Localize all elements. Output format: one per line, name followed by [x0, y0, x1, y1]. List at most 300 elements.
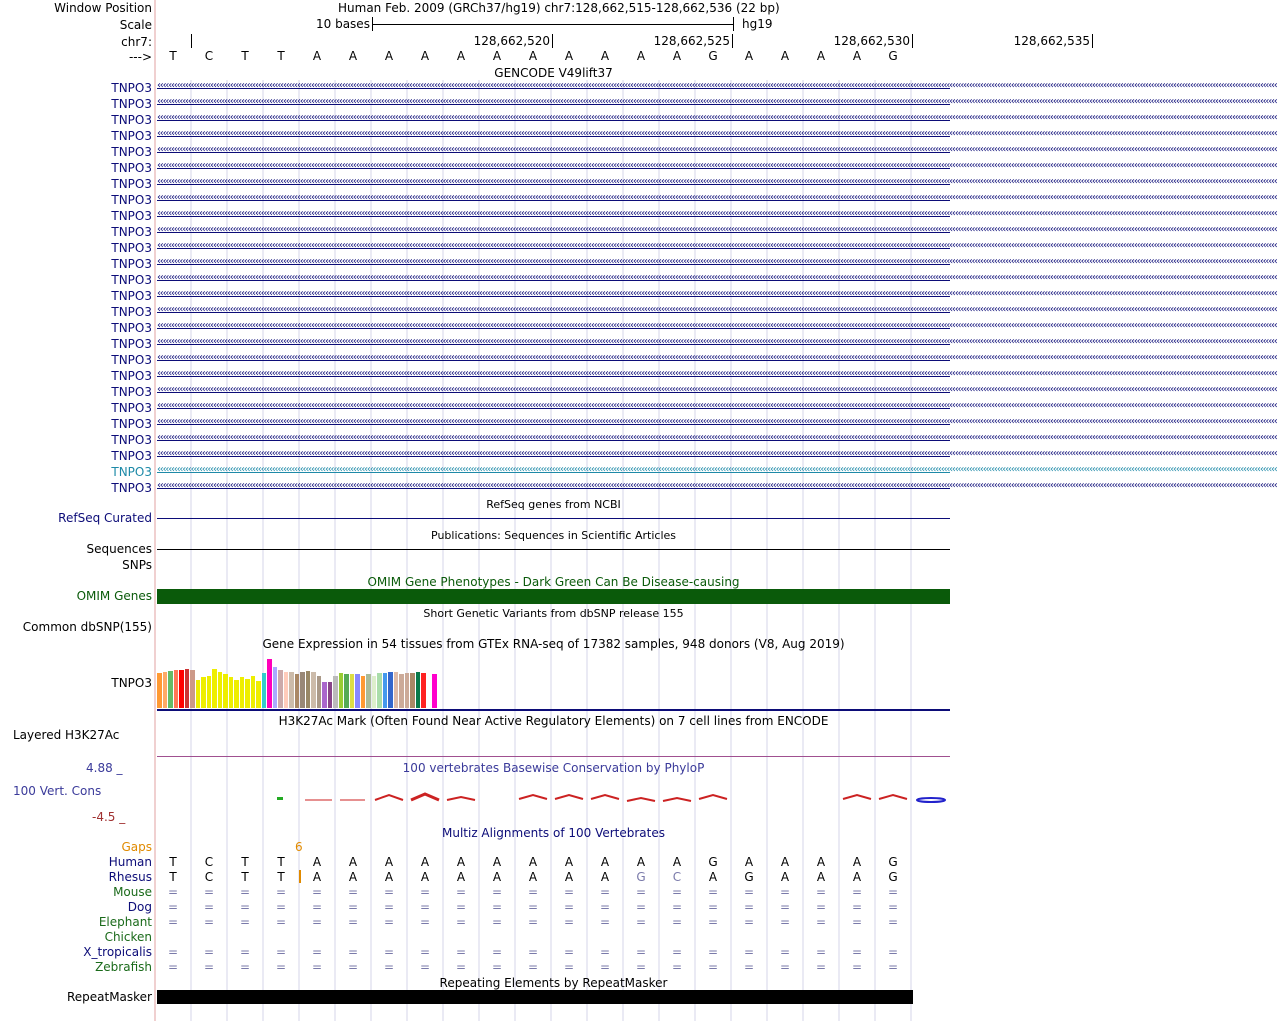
gtex-tissue-bar[interactable]: [157, 673, 162, 708]
sequence-base: A: [312, 49, 322, 63]
aligned-base: =: [383, 960, 395, 974]
strand-arrows: ‹‹‹‹‹‹‹‹‹‹‹‹‹‹‹‹‹‹‹‹‹‹‹‹‹‹‹‹‹‹‹‹‹‹‹‹‹‹‹‹‹‹‹‹‹‹‹‹‹‹‹‹‹‹‹‹‹‹‹‹‹‹‹‹‹‹‹‹‹‹‹‹‹‹‹‹‹‹‹‹‹‹‹‹‹‹‹‹‹‹‹‹‹‹‹‹‹‹‹‹‹‹‹‹‹‹‹‹‹‹‹‹‹‹‹‹‹‹‹‹‹‹‹‹‹‹‹‹‹‹‹‹‹‹‹‹‹‹‹‹‹‹‹‹‹‹‹‹‹‹‹‹‹‹‹‹‹‹‹‹‹‹‹‹‹‹‹‹‹‹‹‹‹‹‹‹‹‹‹‹‹‹‹‹‹‹‹‹‹‹‹‹‹‹‹‹‹‹‹‹‹‹‹‹‹‹‹‹‹‹‹‹‹‹‹‹‹‹‹‹‹‹‹‹‹‹‹‹‹‹‹‹‹‹‹‹‹‹‹‹‹‹‹‹‹‹‹‹‹‹‹‹‹‹‹‹‹‹‹‹‹‹‹‹‹‹‹‹‹‹‹‹‹‹‹‹‹‹‹‹‹‹‹‹‹‹‹‹‹‹‹‹‹‹‹‹‹‹‹‹‹‹‹‹‹‹‹‹‹‹‹‹‹‹‹‹‹‹‹‹‹‹‹‹‹‹‹‹‹‹‹‹‹‹‹‹‹‹‹‹‹‹‹‹‹‹‹‹‹‹‹‹‹‹‹‹‹‹‹‹‹‹‹‹‹‹‹‹‹‹‹‹‹‹‹‹‹‹‹‹‹‹‹‹‹‹‹‹‹‹‹‹‹‹‹‹‹‹‹‹: [157, 288, 1277, 299]
gencode-transcript[interactable]: [157, 368, 1277, 384]
sequence-base: A: [672, 49, 682, 63]
aligned-base: A: [384, 855, 394, 869]
sequence-base: A: [528, 49, 538, 63]
scale-bar: [372, 17, 734, 31]
gencode-transcript[interactable]: [157, 400, 1277, 416]
ruler-start-tick: [191, 34, 192, 48]
aligned-base: =: [239, 900, 251, 914]
aligned-base: =: [779, 960, 791, 974]
aligned-base: =: [455, 900, 467, 914]
gtex-tissue-bar[interactable]: [372, 676, 377, 708]
gtex-tissue-bar[interactable]: [388, 672, 393, 708]
gencode-gene-label[interactable]: TNPO3: [111, 257, 152, 271]
strand-arrows: ‹‹‹‹‹‹‹‹‹‹‹‹‹‹‹‹‹‹‹‹‹‹‹‹‹‹‹‹‹‹‹‹‹‹‹‹‹‹‹‹‹‹‹‹‹‹‹‹‹‹‹‹‹‹‹‹‹‹‹‹‹‹‹‹‹‹‹‹‹‹‹‹‹‹‹‹‹‹‹‹‹‹‹‹‹‹‹‹‹‹‹‹‹‹‹‹‹‹‹‹‹‹‹‹‹‹‹‹‹‹‹‹‹‹‹‹‹‹‹‹‹‹‹‹‹‹‹‹‹‹‹‹‹‹‹‹‹‹‹‹‹‹‹‹‹‹‹‹‹‹‹‹‹‹‹‹‹‹‹‹‹‹‹‹‹‹‹‹‹‹‹‹‹‹‹‹‹‹‹‹‹‹‹‹‹‹‹‹‹‹‹‹‹‹‹‹‹‹‹‹‹‹‹‹‹‹‹‹‹‹‹‹‹‹‹‹‹‹‹‹‹‹‹‹‹‹‹‹‹‹‹‹‹‹‹‹‹‹‹‹‹‹‹‹‹‹‹‹‹‹‹‹‹‹‹‹‹‹‹‹‹‹‹‹‹‹‹‹‹‹‹‹‹‹‹‹‹‹‹‹‹‹‹‹‹‹‹‹‹‹‹‹‹‹‹‹‹‹‹‹‹‹‹‹‹‹‹‹‹‹‹‹‹‹‹‹‹‹‹‹‹‹‹‹‹‹‹‹‹‹‹‹‹‹‹‹‹‹‹‹‹‹‹‹‹‹‹‹‹‹‹‹‹‹‹‹‹‹‹‹‹‹‹‹‹‹‹‹‹‹‹‹‹‹‹‹‹‹‹‹‹‹‹‹‹‹‹‹‹‹‹‹‹‹‹‹‹‹‹‹: [157, 112, 1277, 123]
aligned-base: =: [419, 915, 431, 929]
aligned-base: =: [419, 945, 431, 959]
gencode-gene-label[interactable]: TNPO3: [111, 209, 152, 223]
gencode-track-title[interactable]: GENCODE V49lift37: [494, 66, 613, 80]
aligned-base: =: [311, 900, 323, 914]
gencode-transcript[interactable]: [157, 416, 1277, 432]
aligned-base: =: [167, 915, 179, 929]
aligned-base: A: [420, 870, 430, 884]
aligned-base: =: [563, 900, 575, 914]
aligned-base: =: [167, 900, 179, 914]
aligned-base: A: [456, 870, 466, 884]
aligned-base: =: [599, 900, 611, 914]
repeatmasker-track-title[interactable]: Repeating Elements by RepeatMasker: [439, 976, 668, 990]
aligned-base: A: [600, 855, 610, 869]
gtex-tissue-bar[interactable]: [355, 674, 360, 708]
gencode-transcript[interactable]: [157, 288, 1277, 304]
aligned-base: =: [743, 945, 755, 959]
gencode-gene-label[interactable]: TNPO3: [111, 385, 152, 399]
gencode-gene-label[interactable]: TNPO3: [111, 289, 152, 303]
chrom-label: chr7:: [121, 35, 152, 49]
strand-arrows: ‹‹‹‹‹‹‹‹‹‹‹‹‹‹‹‹‹‹‹‹‹‹‹‹‹‹‹‹‹‹‹‹‹‹‹‹‹‹‹‹‹‹‹‹‹‹‹‹‹‹‹‹‹‹‹‹‹‹‹‹‹‹‹‹‹‹‹‹‹‹‹‹‹‹‹‹‹‹‹‹‹‹‹‹‹‹‹‹‹‹‹‹‹‹‹‹‹‹‹‹‹‹‹‹‹‹‹‹‹‹‹‹‹‹‹‹‹‹‹‹‹‹‹‹‹‹‹‹‹‹‹‹‹‹‹‹‹‹‹‹‹‹‹‹‹‹‹‹‹‹‹‹‹‹‹‹‹‹‹‹‹‹‹‹‹‹‹‹‹‹‹‹‹‹‹‹‹‹‹‹‹‹‹‹‹‹‹‹‹‹‹‹‹‹‹‹‹‹‹‹‹‹‹‹‹‹‹‹‹‹‹‹‹‹‹‹‹‹‹‹‹‹‹‹‹‹‹‹‹‹‹‹‹‹‹‹‹‹‹‹‹‹‹‹‹‹‹‹‹‹‹‹‹‹‹‹‹‹‹‹‹‹‹‹‹‹‹‹‹‹‹‹‹‹‹‹‹‹‹‹‹‹‹‹‹‹‹‹‹‹‹‹‹‹‹‹‹‹‹‹‹‹‹‹‹‹‹‹‹‹‹‹‹‹‹‹‹‹‹‹‹‹‹‹‹‹‹‹‹‹‹‹‹‹‹‹‹‹‹‹‹‹‹‹‹‹‹‹‹‹‹‹‹‹‹‹‹‹‹‹‹‹‹‹‹‹‹‹‹‹‹‹‹‹‹‹‹‹‹‹‹‹‹‹‹‹‹‹‹‹‹‹‹‹‹‹‹‹‹‹: [157, 432, 1277, 443]
sequence-base: A: [852, 49, 862, 63]
scale-bar-text: 10 bases: [316, 17, 370, 31]
ruler-tick: [912, 34, 913, 48]
gencode-gene-label[interactable]: TNPO3: [111, 305, 152, 319]
aligned-base: =: [527, 900, 539, 914]
omim-track-label[interactable]: OMIM Genes: [76, 589, 152, 603]
aligned-base: =: [275, 960, 287, 974]
aligned-base: A: [564, 870, 574, 884]
gencode-gene-label[interactable]: TNPO3: [111, 433, 152, 447]
gencode-transcript[interactable]: [157, 304, 1277, 320]
aligned-base: =: [239, 915, 251, 929]
aligned-base: A: [312, 855, 322, 869]
aligned-base: =: [671, 900, 683, 914]
aligned-base: =: [383, 915, 395, 929]
aligned-base: =: [743, 960, 755, 974]
aligned-base: T: [169, 870, 177, 884]
aligned-base: =: [311, 885, 323, 899]
h3k27ac-track-title[interactable]: H3K27Ac Mark (Often Found Near Active Regulatory Elements) on 7 cell lines from ENCODE: [278, 714, 829, 728]
strand-arrows: ‹‹‹‹‹‹‹‹‹‹‹‹‹‹‹‹‹‹‹‹‹‹‹‹‹‹‹‹‹‹‹‹‹‹‹‹‹‹‹‹‹‹‹‹‹‹‹‹‹‹‹‹‹‹‹‹‹‹‹‹‹‹‹‹‹‹‹‹‹‹‹‹‹‹‹‹‹‹‹‹‹‹‹‹‹‹‹‹‹‹‹‹‹‹‹‹‹‹‹‹‹‹‹‹‹‹‹‹‹‹‹‹‹‹‹‹‹‹‹‹‹‹‹‹‹‹‹‹‹‹‹‹‹‹‹‹‹‹‹‹‹‹‹‹‹‹‹‹‹‹‹‹‹‹‹‹‹‹‹‹‹‹‹‹‹‹‹‹‹‹‹‹‹‹‹‹‹‹‹‹‹‹‹‹‹‹‹‹‹‹‹‹‹‹‹‹‹‹‹‹‹‹‹‹‹‹‹‹‹‹‹‹‹‹‹‹‹‹‹‹‹‹‹‹‹‹‹‹‹‹‹‹‹‹‹‹‹‹‹‹‹‹‹‹‹‹‹‹‹‹‹‹‹‹‹‹‹‹‹‹‹‹‹‹‹‹‹‹‹‹‹‹‹‹‹‹‹‹‹‹‹‹‹‹‹‹‹‹‹‹‹‹‹‹‹‹‹‹‹‹‹‹‹‹‹‹‹‹‹‹‹‹‹‹‹‹‹‹‹‹‹‹‹‹‹‹‹‹‹‹‹‹‹‹‹‹‹‹‹‹‹‹‹‹‹‹‹‹‹‹‹‹‹‹‹‹‹‹‹‹‹‹‹‹‹‹‹‹‹‹‹‹‹‹‹‹‹‹‹‹‹‹‹‹‹‹‹‹‹‹‹‹‹‹‹‹‹‹‹‹: [157, 448, 1277, 459]
phylop-max-label: 4.88 _: [86, 761, 123, 775]
aligned-base: =: [599, 945, 611, 959]
aligned-base: =: [419, 900, 431, 914]
refseq-track-title[interactable]: RefSeq genes from NCBI: [486, 498, 621, 511]
gtex-tissue-bar[interactable]: [289, 672, 294, 708]
aligned-base: =: [311, 960, 323, 974]
sequence-base: A: [816, 49, 826, 63]
repeatmasker-element[interactable]: [157, 990, 913, 1004]
aligned-base: A: [600, 870, 610, 884]
strand-arrows: ‹‹‹‹‹‹‹‹‹‹‹‹‹‹‹‹‹‹‹‹‹‹‹‹‹‹‹‹‹‹‹‹‹‹‹‹‹‹‹‹‹‹‹‹‹‹‹‹‹‹‹‹‹‹‹‹‹‹‹‹‹‹‹‹‹‹‹‹‹‹‹‹‹‹‹‹‹‹‹‹‹‹‹‹‹‹‹‹‹‹‹‹‹‹‹‹‹‹‹‹‹‹‹‹‹‹‹‹‹‹‹‹‹‹‹‹‹‹‹‹‹‹‹‹‹‹‹‹‹‹‹‹‹‹‹‹‹‹‹‹‹‹‹‹‹‹‹‹‹‹‹‹‹‹‹‹‹‹‹‹‹‹‹‹‹‹‹‹‹‹‹‹‹‹‹‹‹‹‹‹‹‹‹‹‹‹‹‹‹‹‹‹‹‹‹‹‹‹‹‹‹‹‹‹‹‹‹‹‹‹‹‹‹‹‹‹‹‹‹‹‹‹‹‹‹‹‹‹‹‹‹‹‹‹‹‹‹‹‹‹‹‹‹‹‹‹‹‹‹‹‹‹‹‹‹‹‹‹‹‹‹‹‹‹‹‹‹‹‹‹‹‹‹‹‹‹‹‹‹‹‹‹‹‹‹‹‹‹‹‹‹‹‹‹‹‹‹‹‹‹‹‹‹‹‹‹‹‹‹‹‹‹‹‹‹‹‹‹‹‹‹‹‹‹‹‹‹‹‹‹‹‹‹‹‹‹‹‹‹‹‹‹‹‹‹‹‹‹‹‹‹‹‹‹‹‹‹‹‹‹‹‹‹‹‹‹‹‹‹‹‹‹‹‹‹‹‹‹‹‹‹‹‹‹‹‹‹‹‹‹‹‹‹‹‹‹‹‹‹‹: [157, 384, 1277, 395]
gencode-transcript[interactable]: [157, 144, 1277, 160]
publications-track-label[interactable]: Sequences: [86, 542, 152, 556]
gencode-transcript[interactable]: [157, 320, 1277, 336]
gtex-tissue-bar[interactable]: [399, 674, 404, 708]
aligned-base: =: [347, 915, 359, 929]
gencode-gene-label[interactable]: TNPO3: [111, 81, 152, 95]
publications-line[interactable]: [157, 549, 950, 550]
aligned-base: A: [816, 855, 826, 869]
gtex-tissue-bar[interactable]: [416, 672, 421, 708]
strand-arrows: ‹‹‹‹‹‹‹‹‹‹‹‹‹‹‹‹‹‹‹‹‹‹‹‹‹‹‹‹‹‹‹‹‹‹‹‹‹‹‹‹‹‹‹‹‹‹‹‹‹‹‹‹‹‹‹‹‹‹‹‹‹‹‹‹‹‹‹‹‹‹‹‹‹‹‹‹‹‹‹‹‹‹‹‹‹‹‹‹‹‹‹‹‹‹‹‹‹‹‹‹‹‹‹‹‹‹‹‹‹‹‹‹‹‹‹‹‹‹‹‹‹‹‹‹‹‹‹‹‹‹‹‹‹‹‹‹‹‹‹‹‹‹‹‹‹‹‹‹‹‹‹‹‹‹‹‹‹‹‹‹‹‹‹‹‹‹‹‹‹‹‹‹‹‹‹‹‹‹‹‹‹‹‹‹‹‹‹‹‹‹‹‹‹‹‹‹‹‹‹‹‹‹‹‹‹‹‹‹‹‹‹‹‹‹‹‹‹‹‹‹‹‹‹‹‹‹‹‹‹‹‹‹‹‹‹‹‹‹‹‹‹‹‹‹‹‹‹‹‹‹‹‹‹‹‹‹‹‹‹‹‹‹‹‹‹‹‹‹‹‹‹‹‹‹‹‹‹‹‹‹‹‹‹‹‹‹‹‹‹‹‹‹‹‹‹‹‹‹‹‹‹‹‹‹‹‹‹‹‹‹‹‹‹‹‹‹‹‹‹‹‹‹‹‹‹‹‹‹‹‹‹‹‹‹‹‹‹‹‹‹‹‹‹‹‹‹‹‹‹‹‹‹‹‹‹‹‹‹‹‹‹‹‹‹‹‹‹‹‹‹‹‹‹‹‹‹‹‹‹‹‹‹‹‹‹‹‹‹‹‹‹‹‹‹‹‹‹‹‹‹: [157, 224, 1277, 235]
gtex-track-label[interactable]: TNPO3: [111, 676, 152, 690]
aligned-base: =: [527, 885, 539, 899]
aligned-base: =: [671, 960, 683, 974]
aligned-base: =: [203, 885, 215, 899]
gtex-tissue-bar[interactable]: [311, 672, 316, 708]
aligned-base: =: [491, 945, 503, 959]
gtex-tissue-bar[interactable]: [366, 674, 371, 708]
gtex-tissue-bar[interactable]: [410, 673, 415, 708]
strand-arrows: ‹‹‹‹‹‹‹‹‹‹‹‹‹‹‹‹‹‹‹‹‹‹‹‹‹‹‹‹‹‹‹‹‹‹‹‹‹‹‹‹‹‹‹‹‹‹‹‹‹‹‹‹‹‹‹‹‹‹‹‹‹‹‹‹‹‹‹‹‹‹‹‹‹‹‹‹‹‹‹‹‹‹‹‹‹‹‹‹‹‹‹‹‹‹‹‹‹‹‹‹‹‹‹‹‹‹‹‹‹‹‹‹‹‹‹‹‹‹‹‹‹‹‹‹‹‹‹‹‹‹‹‹‹‹‹‹‹‹‹‹‹‹‹‹‹‹‹‹‹‹‹‹‹‹‹‹‹‹‹‹‹‹‹‹‹‹‹‹‹‹‹‹‹‹‹‹‹‹‹‹‹‹‹‹‹‹‹‹‹‹‹‹‹‹‹‹‹‹‹‹‹‹‹‹‹‹‹‹‹‹‹‹‹‹‹‹‹‹‹‹‹‹‹‹‹‹‹‹‹‹‹‹‹‹‹‹‹‹‹‹‹‹‹‹‹‹‹‹‹‹‹‹‹‹‹‹‹‹‹‹‹‹‹‹‹‹‹‹‹‹‹‹‹‹‹‹‹‹‹‹‹‹‹‹‹‹‹‹‹‹‹‹‹‹‹‹‹‹‹‹‹‹‹‹‹‹‹‹‹‹‹‹‹‹‹‹‹‹‹‹‹‹‹‹‹‹‹‹‹‹‹‹‹‹‹‹‹‹‹‹‹‹‹‹‹‹‹‹‹‹‹‹‹‹‹‹‹‹‹‹‹‹‹‹‹‹‹‹‹‹‹‹‹‹‹‹‹‹‹‹‹‹‹‹‹‹‹‹‹‹‹‹‹‹‹‹‹‹‹‹: [157, 336, 1277, 347]
sequence-base: A: [456, 49, 466, 63]
h3k27ac-signal-line: [157, 756, 950, 757]
strand-arrows: ‹‹‹‹‹‹‹‹‹‹‹‹‹‹‹‹‹‹‹‹‹‹‹‹‹‹‹‹‹‹‹‹‹‹‹‹‹‹‹‹‹‹‹‹‹‹‹‹‹‹‹‹‹‹‹‹‹‹‹‹‹‹‹‹‹‹‹‹‹‹‹‹‹‹‹‹‹‹‹‹‹‹‹‹‹‹‹‹‹‹‹‹‹‹‹‹‹‹‹‹‹‹‹‹‹‹‹‹‹‹‹‹‹‹‹‹‹‹‹‹‹‹‹‹‹‹‹‹‹‹‹‹‹‹‹‹‹‹‹‹‹‹‹‹‹‹‹‹‹‹‹‹‹‹‹‹‹‹‹‹‹‹‹‹‹‹‹‹‹‹‹‹‹‹‹‹‹‹‹‹‹‹‹‹‹‹‹‹‹‹‹‹‹‹‹‹‹‹‹‹‹‹‹‹‹‹‹‹‹‹‹‹‹‹‹‹‹‹‹‹‹‹‹‹‹‹‹‹‹‹‹‹‹‹‹‹‹‹‹‹‹‹‹‹‹‹‹‹‹‹‹‹‹‹‹‹‹‹‹‹‹‹‹‹‹‹‹‹‹‹‹‹‹‹‹‹‹‹‹‹‹‹‹‹‹‹‹‹‹‹‹‹‹‹‹‹‹‹‹‹‹‹‹‹‹‹‹‹‹‹‹‹‹‹‹‹‹‹‹‹‹‹‹‹‹‹‹‹‹‹‹‹‹‹‹‹‹‹‹‹‹‹‹‹‹‹‹‹‹‹‹‹‹‹‹‹‹‹‹‹‹‹‹‹‹‹‹‹‹‹‹‹‹‹‹‹‹‹‹‹‹‹‹‹‹‹‹‹‹‹‹‹‹‹‹‹‹‹‹‹: [157, 160, 1277, 171]
scale-assembly: hg19: [742, 17, 773, 31]
ruler-tick-label: 128,662,525: [653, 34, 730, 48]
aligned-base: C: [204, 870, 214, 884]
gencode-transcript[interactable]: [157, 208, 1277, 224]
multiz-track-title[interactable]: Multiz Alignments of 100 Vertebrates: [441, 826, 666, 840]
gtex-tissue-bar[interactable]: [328, 682, 333, 708]
h3k27ac-track-label[interactable]: Layered H3K27Ac: [13, 728, 120, 742]
aligned-base: =: [239, 885, 251, 899]
aligned-base: =: [383, 900, 395, 914]
aligned-base: =: [635, 960, 647, 974]
gtex-tissue-bar[interactable]: [168, 671, 173, 708]
aligned-base: A: [672, 855, 682, 869]
gencode-gene-label[interactable]: TNPO3: [111, 129, 152, 143]
strand-arrows: ‹‹‹‹‹‹‹‹‹‹‹‹‹‹‹‹‹‹‹‹‹‹‹‹‹‹‹‹‹‹‹‹‹‹‹‹‹‹‹‹‹‹‹‹‹‹‹‹‹‹‹‹‹‹‹‹‹‹‹‹‹‹‹‹‹‹‹‹‹‹‹‹‹‹‹‹‹‹‹‹‹‹‹‹‹‹‹‹‹‹‹‹‹‹‹‹‹‹‹‹‹‹‹‹‹‹‹‹‹‹‹‹‹‹‹‹‹‹‹‹‹‹‹‹‹‹‹‹‹‹‹‹‹‹‹‹‹‹‹‹‹‹‹‹‹‹‹‹‹‹‹‹‹‹‹‹‹‹‹‹‹‹‹‹‹‹‹‹‹‹‹‹‹‹‹‹‹‹‹‹‹‹‹‹‹‹‹‹‹‹‹‹‹‹‹‹‹‹‹‹‹‹‹‹‹‹‹‹‹‹‹‹‹‹‹‹‹‹‹‹‹‹‹‹‹‹‹‹‹‹‹‹‹‹‹‹‹‹‹‹‹‹‹‹‹‹‹‹‹‹‹‹‹‹‹‹‹‹‹‹‹‹‹‹‹‹‹‹‹‹‹‹‹‹‹‹‹‹‹‹‹‹‹‹‹‹‹‹‹‹‹‹‹‹‹‹‹‹‹‹‹‹‹‹‹‹‹‹‹‹‹‹‹‹‹‹‹‹‹‹‹‹‹‹‹‹‹‹‹‹‹‹‹‹‹‹‹‹‹‹‹‹‹‹‹‹‹‹‹‹‹‹‹‹‹‹‹‹‹‹‹‹‹‹‹‹‹‹‹‹‹‹‹‹‹‹‹‹‹‹‹‹‹‹‹‹‹‹‹‹‹‹‹‹‹‹‹‹‹‹: [157, 368, 1277, 379]
gencode-transcript[interactable]: [157, 272, 1277, 288]
sequence-base: C: [204, 49, 214, 63]
aligned-base: =: [671, 885, 683, 899]
aligned-base: =: [563, 885, 575, 899]
gtex-tissue-bar[interactable]: [350, 674, 355, 708]
aligned-base: =: [419, 960, 431, 974]
sequence-base: A: [420, 49, 430, 63]
sequence-base: T: [169, 49, 177, 63]
aligned-base: =: [167, 960, 179, 974]
ruler-tick: [1092, 34, 1093, 48]
gencode-transcript[interactable]: [157, 480, 1277, 496]
gtex-tissue-bar[interactable]: [284, 672, 289, 708]
gtex-tissue-bar[interactable]: [212, 669, 217, 708]
gtex-tissue-bar[interactable]: [229, 677, 234, 708]
species-label[interactable]: Rhesus: [108, 870, 152, 884]
aligned-base: =: [599, 960, 611, 974]
sequence-base: T: [277, 49, 285, 63]
gtex-tissue-bar[interactable]: [267, 659, 272, 708]
aligned-base: G: [888, 855, 898, 869]
gtex-tissue-bar[interactable]: [405, 673, 410, 708]
sequence-base: A: [600, 49, 610, 63]
aligned-base: =: [275, 900, 287, 914]
gtex-tissue-bar[interactable]: [240, 677, 245, 708]
gencode-gene-label[interactable]: TNPO3: [111, 113, 152, 127]
gtex-tissue-bar[interactable]: [394, 672, 399, 708]
aligned-base: =: [599, 885, 611, 899]
aligned-base: C: [672, 870, 682, 884]
phylop-wiggle: [157, 785, 950, 815]
species-label[interactable]: Mouse: [113, 885, 152, 899]
aligned-base: =: [815, 900, 827, 914]
aligned-base: A: [456, 855, 466, 869]
aligned-base: =: [347, 945, 359, 959]
gencode-gene-label[interactable]: TNPO3: [111, 321, 152, 335]
strand-arrows: ‹‹‹‹‹‹‹‹‹‹‹‹‹‹‹‹‹‹‹‹‹‹‹‹‹‹‹‹‹‹‹‹‹‹‹‹‹‹‹‹‹‹‹‹‹‹‹‹‹‹‹‹‹‹‹‹‹‹‹‹‹‹‹‹‹‹‹‹‹‹‹‹‹‹‹‹‹‹‹‹‹‹‹‹‹‹‹‹‹‹‹‹‹‹‹‹‹‹‹‹‹‹‹‹‹‹‹‹‹‹‹‹‹‹‹‹‹‹‹‹‹‹‹‹‹‹‹‹‹‹‹‹‹‹‹‹‹‹‹‹‹‹‹‹‹‹‹‹‹‹‹‹‹‹‹‹‹‹‹‹‹‹‹‹‹‹‹‹‹‹‹‹‹‹‹‹‹‹‹‹‹‹‹‹‹‹‹‹‹‹‹‹‹‹‹‹‹‹‹‹‹‹‹‹‹‹‹‹‹‹‹‹‹‹‹‹‹‹‹‹‹‹‹‹‹‹‹‹‹‹‹‹‹‹‹‹‹‹‹‹‹‹‹‹‹‹‹‹‹‹‹‹‹‹‹‹‹‹‹‹‹‹‹‹‹‹‹‹‹‹‹‹‹‹‹‹‹‹‹‹‹‹‹‹‹‹‹‹‹‹‹‹‹‹‹‹‹‹‹‹‹‹‹‹‹‹‹‹‹‹‹‹‹‹‹‹‹‹‹‹‹‹‹‹‹‹‹‹‹‹‹‹‹‹‹‹‹‹‹‹‹‹‹‹‹‹‹‹‹‹‹‹‹‹‹‹‹‹‹‹‹‹‹‹‹‹‹‹‹‹‹‹‹‹‹‹‹‹‹‹‹‹‹‹‹‹‹‹‹‹‹‹‹‹‹‹‹‹‹‹: [157, 256, 1277, 267]
species-label[interactable]: Human: [108, 855, 152, 869]
gencode-gene-label[interactable]: TNPO3: [111, 417, 152, 431]
gencode-gene-label[interactable]: TNPO3: [111, 97, 152, 111]
gencode-gene-label[interactable]: TNPO3: [111, 449, 152, 463]
sequence-base: A: [780, 49, 790, 63]
aligned-base: G: [888, 870, 898, 884]
gtex-tissue-bar[interactable]: [377, 673, 382, 708]
strand-arrows: ‹‹‹‹‹‹‹‹‹‹‹‹‹‹‹‹‹‹‹‹‹‹‹‹‹‹‹‹‹‹‹‹‹‹‹‹‹‹‹‹‹‹‹‹‹‹‹‹‹‹‹‹‹‹‹‹‹‹‹‹‹‹‹‹‹‹‹‹‹‹‹‹‹‹‹‹‹‹‹‹‹‹‹‹‹‹‹‹‹‹‹‹‹‹‹‹‹‹‹‹‹‹‹‹‹‹‹‹‹‹‹‹‹‹‹‹‹‹‹‹‹‹‹‹‹‹‹‹‹‹‹‹‹‹‹‹‹‹‹‹‹‹‹‹‹‹‹‹‹‹‹‹‹‹‹‹‹‹‹‹‹‹‹‹‹‹‹‹‹‹‹‹‹‹‹‹‹‹‹‹‹‹‹‹‹‹‹‹‹‹‹‹‹‹‹‹‹‹‹‹‹‹‹‹‹‹‹‹‹‹‹‹‹‹‹‹‹‹‹‹‹‹‹‹‹‹‹‹‹‹‹‹‹‹‹‹‹‹‹‹‹‹‹‹‹‹‹‹‹‹‹‹‹‹‹‹‹‹‹‹‹‹‹‹‹‹‹‹‹‹‹‹‹‹‹‹‹‹‹‹‹‹‹‹‹‹‹‹‹‹‹‹‹‹‹‹‹‹‹‹‹‹‹‹‹‹‹‹‹‹‹‹‹‹‹‹‹‹‹‹‹‹‹‹‹‹‹‹‹‹‹‹‹‹‹‹‹‹‹‹‹‹‹‹‹‹‹‹‹‹‹‹‹‹‹‹‹‹‹‹‹‹‹‹‹‹‹‹‹‹‹‹‹‹‹‹‹‹‹‹‹‹‹‹‹‹‹‹‹‹‹‹‹‹‹‹‹‹‹‹: [157, 480, 1277, 491]
aligned-base: =: [743, 900, 755, 914]
omim-track-title[interactable]: OMIM Gene Phenotypes - Dark Green Can Be Disease-causing: [367, 575, 740, 589]
gencode-gene-label[interactable]: TNPO3: [111, 177, 152, 191]
gtex-tissue-bar[interactable]: [234, 680, 239, 708]
gtex-tissue-bar[interactable]: [262, 673, 267, 708]
aligned-base: G: [744, 870, 754, 884]
aligned-base: =: [707, 960, 719, 974]
gencode-gene-label[interactable]: TNPO3: [111, 225, 152, 239]
refseq-track-label[interactable]: RefSeq Curated: [58, 511, 152, 525]
gencode-transcript[interactable]: [157, 336, 1277, 352]
aligned-base: =: [671, 945, 683, 959]
aligned-base: A: [780, 855, 790, 869]
gtex-tissue-bar[interactable]: [185, 669, 190, 708]
gencode-gene-label[interactable]: TNPO3: [111, 161, 152, 175]
aligned-base: =: [635, 900, 647, 914]
aligned-base: =: [383, 945, 395, 959]
aligned-base: =: [203, 945, 215, 959]
strand-arrows: ‹‹‹‹‹‹‹‹‹‹‹‹‹‹‹‹‹‹‹‹‹‹‹‹‹‹‹‹‹‹‹‹‹‹‹‹‹‹‹‹‹‹‹‹‹‹‹‹‹‹‹‹‹‹‹‹‹‹‹‹‹‹‹‹‹‹‹‹‹‹‹‹‹‹‹‹‹‹‹‹‹‹‹‹‹‹‹‹‹‹‹‹‹‹‹‹‹‹‹‹‹‹‹‹‹‹‹‹‹‹‹‹‹‹‹‹‹‹‹‹‹‹‹‹‹‹‹‹‹‹‹‹‹‹‹‹‹‹‹‹‹‹‹‹‹‹‹‹‹‹‹‹‹‹‹‹‹‹‹‹‹‹‹‹‹‹‹‹‹‹‹‹‹‹‹‹‹‹‹‹‹‹‹‹‹‹‹‹‹‹‹‹‹‹‹‹‹‹‹‹‹‹‹‹‹‹‹‹‹‹‹‹‹‹‹‹‹‹‹‹‹‹‹‹‹‹‹‹‹‹‹‹‹‹‹‹‹‹‹‹‹‹‹‹‹‹‹‹‹‹‹‹‹‹‹‹‹‹‹‹‹‹‹‹‹‹‹‹‹‹‹‹‹‹‹‹‹‹‹‹‹‹‹‹‹‹‹‹‹‹‹‹‹‹‹‹‹‹‹‹‹‹‹‹‹‹‹‹‹‹‹‹‹‹‹‹‹‹‹‹‹‹‹‹‹‹‹‹‹‹‹‹‹‹‹‹‹‹‹‹‹‹‹‹‹‹‹‹‹‹‹‹‹‹‹‹‹‹‹‹‹‹‹‹‹‹‹‹‹‹‹‹‹‹‹‹‹‹‹‹‹‹‹‹‹‹‹‹‹‹‹‹‹‹‹‹‹‹‹‹: [157, 176, 1277, 187]
repeatmasker-track-label[interactable]: RepeatMasker: [66, 990, 152, 1004]
gtex-tissue-bar[interactable]: [300, 672, 305, 708]
aligned-base: =: [887, 945, 899, 959]
aligned-base: =: [527, 945, 539, 959]
aligned-base: T: [277, 870, 285, 884]
dbsnp-track-label[interactable]: Common dbSNP(155): [22, 620, 152, 634]
strand-label: --->: [128, 50, 152, 64]
aligned-base: =: [671, 915, 683, 929]
aligned-base: C: [204, 855, 214, 869]
aligned-base: G: [636, 870, 646, 884]
aligned-base: T: [277, 855, 285, 869]
gencode-gene-label[interactable]: TNPO3: [111, 193, 152, 207]
aligned-base: =: [275, 945, 287, 959]
gtex-tissue-bar[interactable]: [207, 676, 212, 708]
phylop-min-label: -4.5 _: [92, 810, 126, 824]
aligned-base: =: [563, 960, 575, 974]
strand-arrows: ‹‹‹‹‹‹‹‹‹‹‹‹‹‹‹‹‹‹‹‹‹‹‹‹‹‹‹‹‹‹‹‹‹‹‹‹‹‹‹‹‹‹‹‹‹‹‹‹‹‹‹‹‹‹‹‹‹‹‹‹‹‹‹‹‹‹‹‹‹‹‹‹‹‹‹‹‹‹‹‹‹‹‹‹‹‹‹‹‹‹‹‹‹‹‹‹‹‹‹‹‹‹‹‹‹‹‹‹‹‹‹‹‹‹‹‹‹‹‹‹‹‹‹‹‹‹‹‹‹‹‹‹‹‹‹‹‹‹‹‹‹‹‹‹‹‹‹‹‹‹‹‹‹‹‹‹‹‹‹‹‹‹‹‹‹‹‹‹‹‹‹‹‹‹‹‹‹‹‹‹‹‹‹‹‹‹‹‹‹‹‹‹‹‹‹‹‹‹‹‹‹‹‹‹‹‹‹‹‹‹‹‹‹‹‹‹‹‹‹‹‹‹‹‹‹‹‹‹‹‹‹‹‹‹‹‹‹‹‹‹‹‹‹‹‹‹‹‹‹‹‹‹‹‹‹‹‹‹‹‹‹‹‹‹‹‹‹‹‹‹‹‹‹‹‹‹‹‹‹‹‹‹‹‹‹‹‹‹‹‹‹‹‹‹‹‹‹‹‹‹‹‹‹‹‹‹‹‹‹‹‹‹‹‹‹‹‹‹‹‹‹‹‹‹‹‹‹‹‹‹‹‹‹‹‹‹‹‹‹‹‹‹‹‹‹‹‹‹‹‹‹‹‹‹‹‹‹‹‹‹‹‹‹‹‹‹‹‹‹‹‹‹‹‹‹‹‹‹‹‹‹‹‹‹‹‹‹‹‹‹‹‹‹‹‹‹‹‹‹‹: [157, 304, 1277, 315]
phylop-track-label[interactable]: 100 Vert. Cons: [13, 784, 102, 798]
aligned-base: =: [347, 900, 359, 914]
aligned-base: G: [708, 855, 718, 869]
aligned-base: =: [851, 960, 863, 974]
aligned-base: =: [779, 885, 791, 899]
aligned-base: =: [743, 915, 755, 929]
gencode-transcript[interactable]: [157, 240, 1277, 256]
aligned-base: =: [635, 945, 647, 959]
gtex-tissue-bar[interactable]: [251, 676, 256, 708]
gtex-tissue-bar[interactable]: [223, 674, 228, 708]
sequence-base: A: [636, 49, 646, 63]
gtex-tissue-bar[interactable]: [421, 673, 426, 708]
gtex-tissue-bar[interactable]: [344, 674, 349, 708]
snps-track-label[interactable]: SNPs: [122, 558, 152, 572]
aligned-base: A: [852, 870, 862, 884]
gencode-gene-label[interactable]: TNPO3: [111, 353, 152, 367]
gtex-tissue-bar[interactable]: [383, 673, 388, 708]
gencode-gene-label[interactable]: TNPO3: [111, 241, 152, 255]
gtex-tissue-bar[interactable]: [273, 667, 278, 708]
species-label[interactable]: Zebrafish: [95, 960, 152, 974]
aligned-base: =: [851, 945, 863, 959]
aligned-base: A: [564, 855, 574, 869]
gtex-track-title[interactable]: Gene Expression in 54 tissues from GTEx RNA-seq of 17382 samples, 948 donors (V8, Aug 2019): [262, 637, 845, 651]
aligned-base: A: [528, 870, 538, 884]
aligned-base: =: [707, 900, 719, 914]
gtex-tissue-bar[interactable]: [306, 671, 311, 708]
sequence-base: A: [492, 49, 502, 63]
aligned-base: A: [492, 870, 502, 884]
aligned-base: =: [383, 885, 395, 899]
gtex-tissue-bar[interactable]: [218, 672, 223, 708]
gencode-transcript[interactable]: [157, 384, 1277, 400]
gtex-tissue-bar[interactable]: [190, 670, 195, 708]
aligned-base: =: [887, 900, 899, 914]
gencode-transcript[interactable]: [157, 96, 1277, 112]
gtex-tissue-bar[interactable]: [333, 676, 338, 708]
gencode-transcript[interactable]: [157, 128, 1277, 144]
aligned-base: =: [815, 945, 827, 959]
dbsnp-track-title[interactable]: Short Genetic Variants from dbSNP release 155: [423, 607, 684, 620]
gtex-tissue-bar[interactable]: [339, 673, 344, 708]
strand-arrows: ‹‹‹‹‹‹‹‹‹‹‹‹‹‹‹‹‹‹‹‹‹‹‹‹‹‹‹‹‹‹‹‹‹‹‹‹‹‹‹‹‹‹‹‹‹‹‹‹‹‹‹‹‹‹‹‹‹‹‹‹‹‹‹‹‹‹‹‹‹‹‹‹‹‹‹‹‹‹‹‹‹‹‹‹‹‹‹‹‹‹‹‹‹‹‹‹‹‹‹‹‹‹‹‹‹‹‹‹‹‹‹‹‹‹‹‹‹‹‹‹‹‹‹‹‹‹‹‹‹‹‹‹‹‹‹‹‹‹‹‹‹‹‹‹‹‹‹‹‹‹‹‹‹‹‹‹‹‹‹‹‹‹‹‹‹‹‹‹‹‹‹‹‹‹‹‹‹‹‹‹‹‹‹‹‹‹‹‹‹‹‹‹‹‹‹‹‹‹‹‹‹‹‹‹‹‹‹‹‹‹‹‹‹‹‹‹‹‹‹‹‹‹‹‹‹‹‹‹‹‹‹‹‹‹‹‹‹‹‹‹‹‹‹‹‹‹‹‹‹‹‹‹‹‹‹‹‹‹‹‹‹‹‹‹‹‹‹‹‹‹‹‹‹‹‹‹‹‹‹‹‹‹‹‹‹‹‹‹‹‹‹‹‹‹‹‹‹‹‹‹‹‹‹‹‹‹‹‹‹‹‹‹‹‹‹‹‹‹‹‹‹‹‹‹‹‹‹‹‹‹‹‹‹‹‹‹‹‹‹‹‹‹‹‹‹‹‹‹‹‹‹‹‹‹‹‹‹‹‹‹‹‹‹‹‹‹‹‹‹‹‹‹‹‹‹‹‹‹‹‹‹‹‹‹‹‹‹‹‹‹‹‹‹‹‹‹‹‹‹‹: [157, 144, 1277, 155]
aligned-base: =: [527, 915, 539, 929]
gencode-transcript[interactable]: [157, 352, 1277, 368]
gencode-gene-label[interactable]: TNPO3: [111, 145, 152, 159]
gtex-tissue-bar[interactable]: [295, 674, 300, 708]
gencode-transcript[interactable]: [157, 448, 1277, 464]
gencode-transcript[interactable]: [157, 464, 1277, 480]
gtex-gene-line: [157, 709, 950, 711]
aligned-base: =: [275, 915, 287, 929]
gencode-transcript[interactable]: [157, 80, 1277, 96]
aligned-base: =: [815, 915, 827, 929]
aligned-base: A: [744, 855, 754, 869]
strand-arrows: ‹‹‹‹‹‹‹‹‹‹‹‹‹‹‹‹‹‹‹‹‹‹‹‹‹‹‹‹‹‹‹‹‹‹‹‹‹‹‹‹‹‹‹‹‹‹‹‹‹‹‹‹‹‹‹‹‹‹‹‹‹‹‹‹‹‹‹‹‹‹‹‹‹‹‹‹‹‹‹‹‹‹‹‹‹‹‹‹‹‹‹‹‹‹‹‹‹‹‹‹‹‹‹‹‹‹‹‹‹‹‹‹‹‹‹‹‹‹‹‹‹‹‹‹‹‹‹‹‹‹‹‹‹‹‹‹‹‹‹‹‹‹‹‹‹‹‹‹‹‹‹‹‹‹‹‹‹‹‹‹‹‹‹‹‹‹‹‹‹‹‹‹‹‹‹‹‹‹‹‹‹‹‹‹‹‹‹‹‹‹‹‹‹‹‹‹‹‹‹‹‹‹‹‹‹‹‹‹‹‹‹‹‹‹‹‹‹‹‹‹‹‹‹‹‹‹‹‹‹‹‹‹‹‹‹‹‹‹‹‹‹‹‹‹‹‹‹‹‹‹‹‹‹‹‹‹‹‹‹‹‹‹‹‹‹‹‹‹‹‹‹‹‹‹‹‹‹‹‹‹‹‹‹‹‹‹‹‹‹‹‹‹‹‹‹‹‹‹‹‹‹‹‹‹‹‹‹‹‹‹‹‹‹‹‹‹‹‹‹‹‹‹‹‹‹‹‹‹‹‹‹‹‹‹‹‹‹‹‹‹‹‹‹‹‹‹‹‹‹‹‹‹‹‹‹‹‹‹‹‹‹‹‹‹‹‹‹‹‹‹‹‹‹‹‹‹‹‹‹‹‹‹‹‹‹‹‹‹‹‹‹‹‹‹‹‹‹‹‹‹: [157, 400, 1277, 411]
aligned-base: =: [779, 915, 791, 929]
aligned-base: A: [816, 870, 826, 884]
gtex-tissue-bar[interactable]: [163, 672, 168, 708]
gencode-transcript[interactable]: [157, 160, 1277, 176]
aligned-base: =: [563, 915, 575, 929]
gtex-tissue-bar[interactable]: [196, 680, 201, 708]
aligned-base: T: [241, 870, 249, 884]
gencode-transcript[interactable]: [157, 256, 1277, 272]
window-position-label: Window Position: [54, 1, 152, 15]
aligned-base: =: [311, 945, 323, 959]
aligned-base: A: [708, 870, 718, 884]
gencode-transcript[interactable]: [157, 192, 1277, 208]
strand-arrows: ‹‹‹‹‹‹‹‹‹‹‹‹‹‹‹‹‹‹‹‹‹‹‹‹‹‹‹‹‹‹‹‹‹‹‹‹‹‹‹‹‹‹‹‹‹‹‹‹‹‹‹‹‹‹‹‹‹‹‹‹‹‹‹‹‹‹‹‹‹‹‹‹‹‹‹‹‹‹‹‹‹‹‹‹‹‹‹‹‹‹‹‹‹‹‹‹‹‹‹‹‹‹‹‹‹‹‹‹‹‹‹‹‹‹‹‹‹‹‹‹‹‹‹‹‹‹‹‹‹‹‹‹‹‹‹‹‹‹‹‹‹‹‹‹‹‹‹‹‹‹‹‹‹‹‹‹‹‹‹‹‹‹‹‹‹‹‹‹‹‹‹‹‹‹‹‹‹‹‹‹‹‹‹‹‹‹‹‹‹‹‹‹‹‹‹‹‹‹‹‹‹‹‹‹‹‹‹‹‹‹‹‹‹‹‹‹‹‹‹‹‹‹‹‹‹‹‹‹‹‹‹‹‹‹‹‹‹‹‹‹‹‹‹‹‹‹‹‹‹‹‹‹‹‹‹‹‹‹‹‹‹‹‹‹‹‹‹‹‹‹‹‹‹‹‹‹‹‹‹‹‹‹‹‹‹‹‹‹‹‹‹‹‹‹‹‹‹‹‹‹‹‹‹‹‹‹‹‹‹‹‹‹‹‹‹‹‹‹‹‹‹‹‹‹‹‹‹‹‹‹‹‹‹‹‹‹‹‹‹‹‹‹‹‹‹‹‹‹‹‹‹‹‹‹‹‹‹‹‹‹‹‹‹‹‹‹‹‹‹‹‹‹‹‹‹‹‹‹‹‹‹‹‹‹‹‹‹‹‹‹‹‹‹‹‹‹‹‹‹‹: [157, 416, 1277, 427]
species-label[interactable]: Chicken: [104, 930, 152, 944]
aligned-base: =: [887, 915, 899, 929]
gtex-tissue-bar[interactable]: [256, 681, 261, 708]
gencode-transcript[interactable]: [157, 176, 1277, 192]
gencode-gene-label[interactable]: TNPO3: [111, 337, 152, 351]
aligned-base: =: [851, 915, 863, 929]
phylop-track-title[interactable]: 100 vertebrates Basewise Conservation by PhyloP: [402, 761, 705, 775]
aligned-base: A: [528, 855, 538, 869]
gtex-tissue-bar[interactable]: [174, 670, 179, 708]
publications-track-title[interactable]: Publications: Sequences in Scientific Articles: [431, 529, 676, 542]
aligned-base: =: [347, 960, 359, 974]
window-position-text: Human Feb. 2009 (GRCh37/hg19) chr7:128,662,515-128,662,536 (22 bp): [338, 1, 780, 15]
aligned-base: =: [491, 960, 503, 974]
aligned-base: =: [743, 885, 755, 899]
gencode-transcript[interactable]: [157, 224, 1277, 240]
gencode-gene-label[interactable]: TNPO3: [111, 465, 152, 479]
gtex-tissue-bar[interactable]: [322, 682, 327, 708]
omim-gene-bar[interactable]: [157, 589, 950, 604]
gtex-tissue-bar[interactable]: [278, 670, 283, 708]
aligned-base: =: [167, 945, 179, 959]
aligned-base: =: [527, 960, 539, 974]
aligned-base: =: [455, 960, 467, 974]
gencode-gene-label[interactable]: TNPO3: [111, 481, 152, 495]
aligned-base: A: [852, 855, 862, 869]
aligned-base: =: [779, 900, 791, 914]
gencode-transcript[interactable]: [157, 112, 1277, 128]
gtex-tissue-bar[interactable]: [201, 677, 206, 708]
species-label[interactable]: Elephant: [98, 915, 152, 929]
gtex-tissue-bar[interactable]: [245, 679, 250, 708]
aligned-base: A: [420, 855, 430, 869]
gencode-gene-label[interactable]: TNPO3: [111, 401, 152, 415]
gtex-tissue-bar[interactable]: [317, 676, 322, 708]
aligned-base: =: [455, 945, 467, 959]
ruler-tick: [552, 34, 553, 48]
aligned-base: =: [851, 885, 863, 899]
aligned-base: T: [241, 855, 249, 869]
aligned-base: =: [491, 915, 503, 929]
refseq-gene-line[interactable]: [157, 518, 950, 519]
gaps-count: 6: [295, 840, 303, 854]
gaps-label: Gaps: [121, 840, 152, 854]
species-label[interactable]: X_tropicalis: [83, 945, 152, 959]
gtex-tissue-bar[interactable]: [432, 674, 437, 708]
sequence-base: T: [241, 49, 249, 63]
gencode-transcript[interactable]: [157, 432, 1277, 448]
gtex-tissue-bar[interactable]: [179, 670, 184, 708]
aligned-base: =: [419, 885, 431, 899]
species-label[interactable]: Dog: [127, 900, 152, 914]
aligned-base: T: [169, 855, 177, 869]
aligned-base: =: [707, 885, 719, 899]
ruler-tick-label: 128,662,530: [833, 34, 910, 48]
gencode-gene-label[interactable]: TNPO3: [111, 369, 152, 383]
gencode-gene-label[interactable]: TNPO3: [111, 273, 152, 287]
gtex-tissue-bar[interactable]: [361, 676, 366, 708]
strand-arrows: ‹‹‹‹‹‹‹‹‹‹‹‹‹‹‹‹‹‹‹‹‹‹‹‹‹‹‹‹‹‹‹‹‹‹‹‹‹‹‹‹‹‹‹‹‹‹‹‹‹‹‹‹‹‹‹‹‹‹‹‹‹‹‹‹‹‹‹‹‹‹‹‹‹‹‹‹‹‹‹‹‹‹‹‹‹‹‹‹‹‹‹‹‹‹‹‹‹‹‹‹‹‹‹‹‹‹‹‹‹‹‹‹‹‹‹‹‹‹‹‹‹‹‹‹‹‹‹‹‹‹‹‹‹‹‹‹‹‹‹‹‹‹‹‹‹‹‹‹‹‹‹‹‹‹‹‹‹‹‹‹‹‹‹‹‹‹‹‹‹‹‹‹‹‹‹‹‹‹‹‹‹‹‹‹‹‹‹‹‹‹‹‹‹‹‹‹‹‹‹‹‹‹‹‹‹‹‹‹‹‹‹‹‹‹‹‹‹‹‹‹‹‹‹‹‹‹‹‹‹‹‹‹‹‹‹‹‹‹‹‹‹‹‹‹‹‹‹‹‹‹‹‹‹‹‹‹‹‹‹‹‹‹‹‹‹‹‹‹‹‹‹‹‹‹‹‹‹‹‹‹‹‹‹‹‹‹‹‹‹‹‹‹‹‹‹‹‹‹‹‹‹‹‹‹‹‹‹‹‹‹‹‹‹‹‹‹‹‹‹‹‹‹‹‹‹‹‹‹‹‹‹‹‹‹‹‹‹‹‹‹‹‹‹‹‹‹‹‹‹‹‹‹‹‹‹‹‹‹‹‹‹‹‹‹‹‹‹‹‹‹‹‹‹‹‹‹‹‹‹‹‹‹‹‹‹‹‹‹‹‹‹‹‹‹‹‹‹‹‹‹: [157, 192, 1277, 203]
